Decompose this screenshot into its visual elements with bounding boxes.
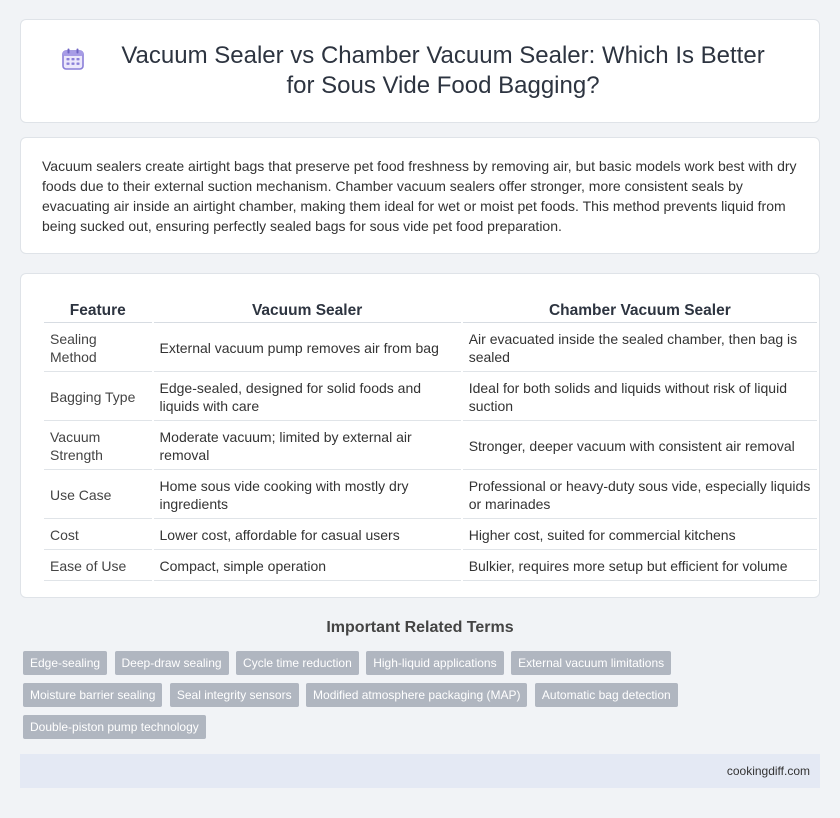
term-tag[interactable]: Automatic bag detection (535, 683, 678, 707)
term-tag[interactable]: Deep-draw sealing (115, 651, 229, 675)
intro-paragraph: Vacuum sealers create airtight bags that preserve pet food freshness by removing air, but basic models work best with dry foods due to their external suction mechanism. Chamber vacuum sealers offer stronger, more consistent seals by evacuating air inside an airtight chamber, making them ideal for wet or moist pet foods. This method prevents liquid from being sucked out, ensuring perfectly sealed bags for sous vide pet food preparation. (42, 158, 797, 234)
feature-cell: Sealing Method (44, 325, 152, 372)
calendar-icon (61, 47, 85, 71)
related-terms-title: Important Related Terms (326, 619, 514, 636)
header-vacuum-sealer: Vacuum Sealer (154, 297, 461, 323)
feature-cell: Vacuum Strength (44, 423, 152, 470)
table-row (44, 325, 817, 372)
term-tag[interactable]: Edge-sealing (23, 651, 107, 675)
chamber-sealer-cell: Professional or heavy-duty sous vide, especially liquids or marinades (463, 472, 817, 519)
related-terms-tags (23, 651, 813, 747)
chamber-sealer-cell: Stronger, deeper vacuum with consistent air removal (463, 423, 817, 470)
chamber-sealer-cell: Higher cost, suited for commercial kitchens (463, 521, 817, 550)
vacuum-sealer-cell: Moderate vacuum; limited by external air removal (154, 423, 461, 470)
term-tag[interactable]: External vacuum limitations (511, 651, 671, 675)
vacuum-sealer-cell: Lower cost, affordable for casual users (154, 521, 461, 550)
term-tag[interactable]: Seal integrity sensors (170, 683, 299, 707)
chamber-sealer-cell: Bulkier, requires more setup but efficient for volume (463, 552, 817, 581)
vacuum-sealer-cell: Compact, simple operation (154, 552, 461, 581)
page-title: Vacuum Sealer vs Chamber Vacuum Sealer: Which Is Better for Sous Vide Food Bagging? (121, 42, 765, 99)
table-row (44, 472, 817, 519)
vacuum-sealer-cell: Home sous vide cooking with mostly dry ingredients (154, 472, 461, 519)
site-name[interactable]: cookingdiff.com (726, 764, 810, 778)
feature-cell: Use Case (44, 472, 152, 519)
comparison-table (42, 295, 819, 583)
term-tag[interactable]: Double-piston pump technology (23, 715, 206, 739)
term-tag[interactable]: Moisture barrier sealing (23, 683, 162, 707)
chamber-sealer-cell: Air evacuated inside the sealed chamber, then bag is sealed (463, 325, 817, 372)
term-tag[interactable]: Modified atmosphere packaging (MAP) (306, 683, 527, 707)
table-row (44, 521, 817, 550)
table-row (44, 552, 817, 581)
term-tag[interactable]: Cycle time reduction (236, 651, 359, 675)
header-feature: Feature (44, 297, 152, 323)
feature-cell: Cost (44, 521, 152, 550)
title-card (20, 19, 820, 123)
table-header-row (44, 297, 817, 323)
footer (20, 754, 820, 788)
header-chamber-vacuum-sealer: Chamber Vacuum Sealer (463, 297, 817, 323)
feature-cell: Bagging Type (44, 374, 152, 421)
comparison-card (20, 273, 820, 598)
table-row (44, 374, 817, 421)
title-wrap (21, 20, 819, 122)
vacuum-sealer-cell: Edge-sealed, designed for solid foods and liquids with care (154, 374, 461, 421)
vacuum-sealer-cell: External vacuum pump removes air from bag (154, 325, 461, 372)
table-row (44, 423, 817, 470)
intro-card (20, 137, 820, 254)
term-tag[interactable]: High-liquid applications (366, 651, 503, 675)
chamber-sealer-cell: Ideal for both solids and liquids without risk of liquid suction (463, 374, 817, 421)
feature-cell: Ease of Use (44, 552, 152, 581)
